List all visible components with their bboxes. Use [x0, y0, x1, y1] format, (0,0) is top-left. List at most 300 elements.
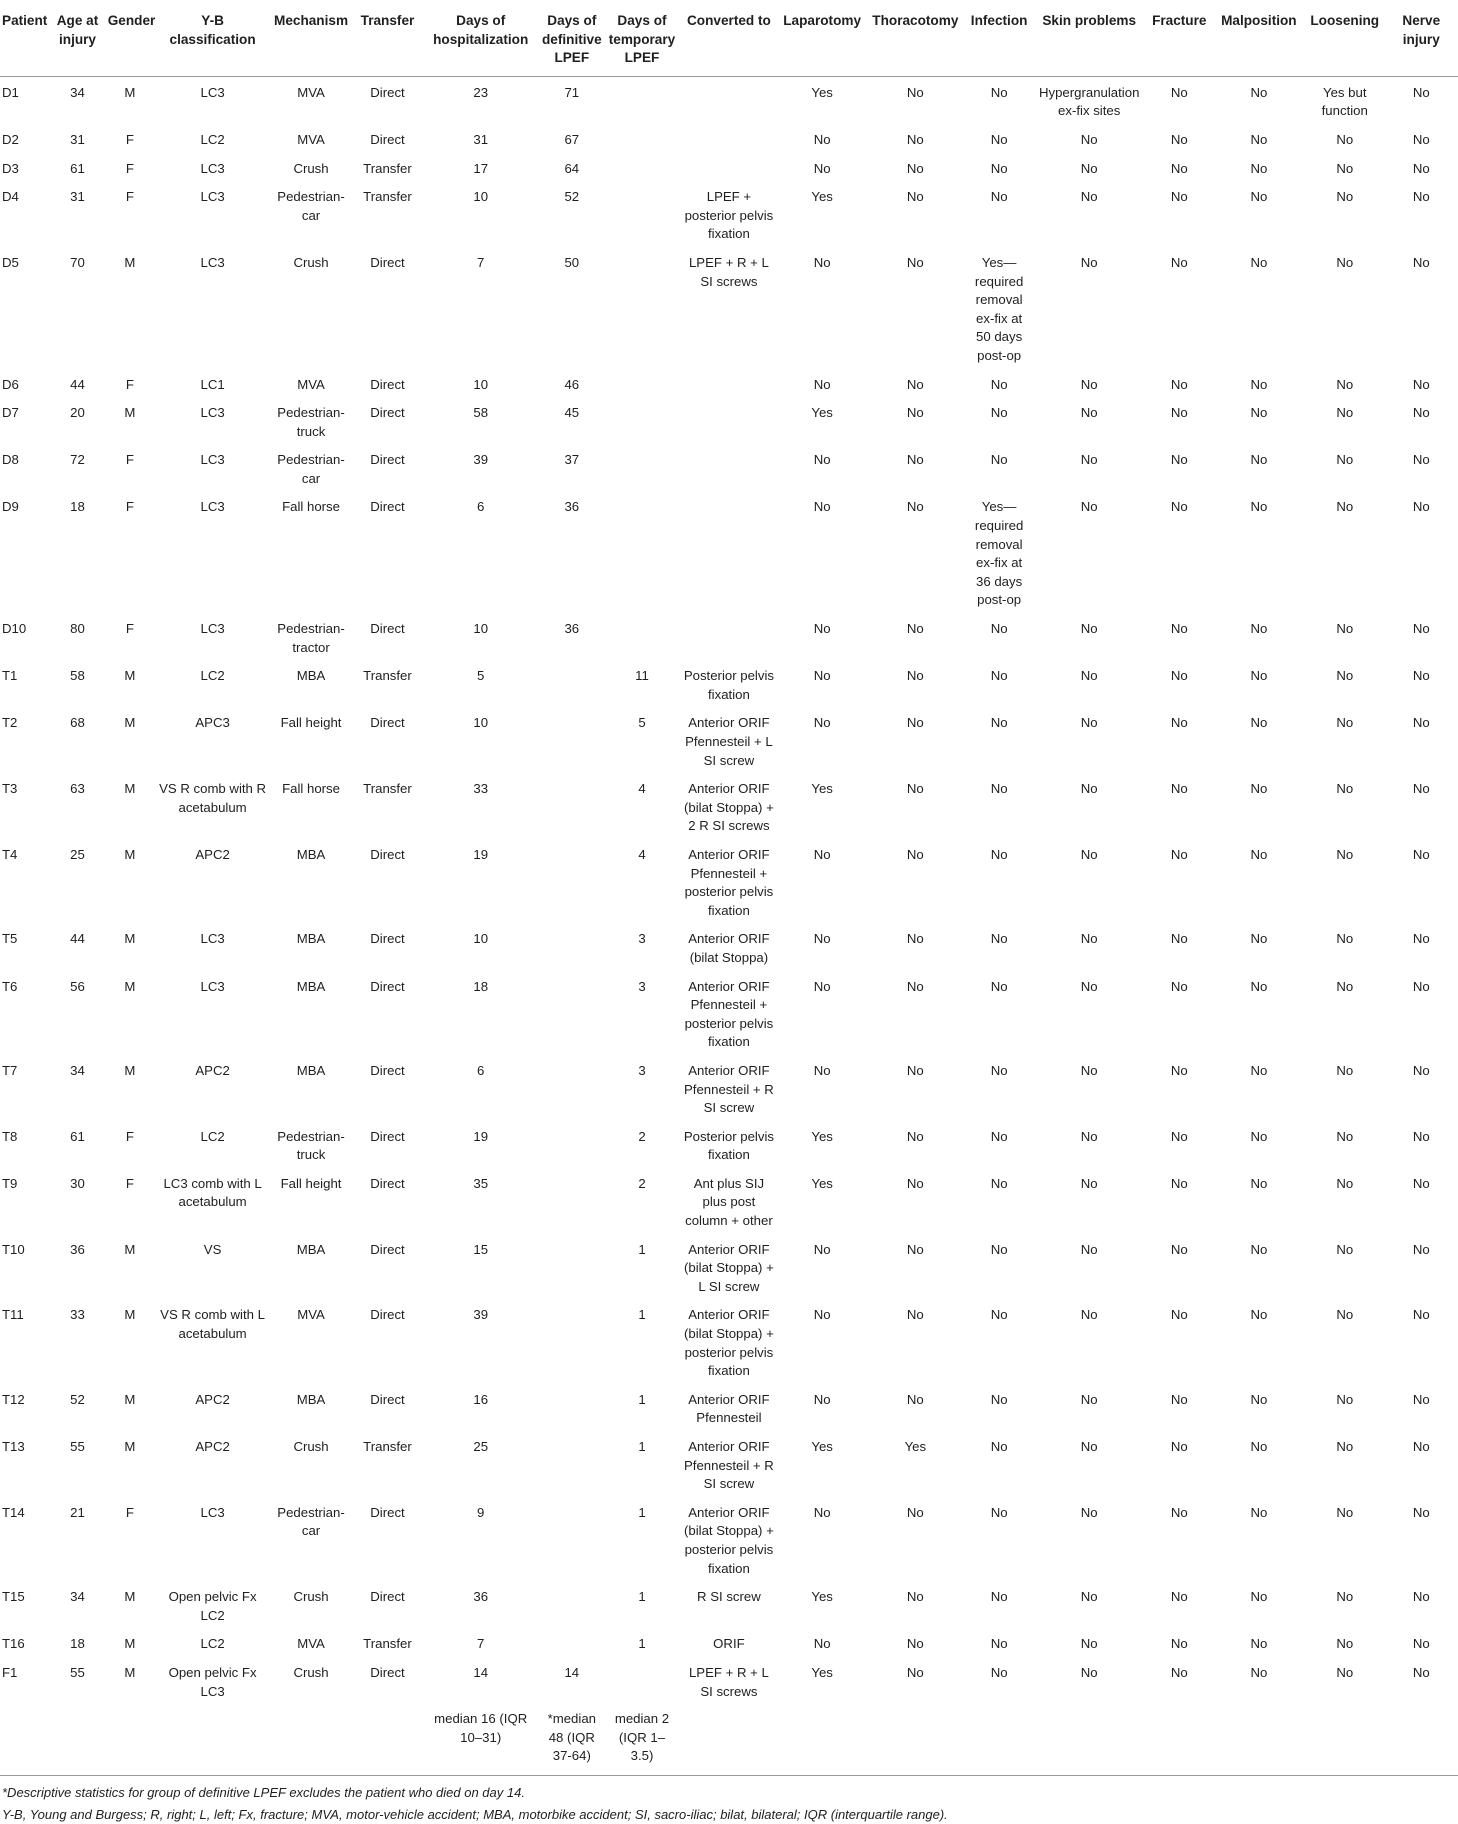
table-cell: No: [906, 781, 924, 797]
table-cell: No: [1080, 131, 1098, 147]
table-cell: M: [124, 1589, 136, 1605]
table-cell: No: [1170, 499, 1188, 515]
table-cell: No: [1336, 978, 1354, 994]
table-cell: No: [1250, 405, 1268, 421]
table-cell: 3: [638, 978, 646, 994]
table-cell: No: [906, 1391, 924, 1407]
table-cell: Anterior ORIF (bilat Stoppa): [688, 931, 770, 965]
table-cell: No: [906, 1128, 924, 1144]
table-cell: 61: [70, 160, 85, 176]
table-cell: No: [1336, 376, 1354, 392]
table-cell: No: [1080, 978, 1098, 994]
table-cell: No: [906, 846, 924, 862]
table-cell: F: [125, 189, 134, 205]
table-cell: [679, 493, 780, 615]
table-cell: No: [1170, 405, 1188, 421]
patient-id-cell: F1: [2, 1664, 18, 1680]
table-cell: MVA: [297, 376, 325, 392]
table-cell: No: [1170, 781, 1188, 797]
table-cell: No: [1170, 978, 1188, 994]
table-row: [0, 973, 1458, 1057]
table-cell: 52: [564, 189, 580, 205]
table-cell: 25: [70, 846, 85, 862]
table-cell: Anterior ORIF Pfennesteil + posterior pelvis fixation: [684, 978, 774, 1050]
table-cell: F: [125, 1175, 134, 1191]
table-bottom-rule: [0, 1775, 1458, 1776]
table-cell: No: [1412, 1062, 1430, 1078]
table-cell: No: [1336, 131, 1354, 147]
table-cell: 39: [473, 452, 489, 468]
table-cell: No: [1250, 131, 1268, 147]
table-cell: M: [124, 84, 136, 100]
table-cell: No: [1080, 452, 1098, 468]
patient-id-cell: D10: [2, 621, 27, 637]
table-cell: No: [1250, 499, 1268, 515]
patient-id-cell: T10: [2, 1241, 25, 1257]
table-cell: APC3: [195, 715, 230, 731]
table-cell: No: [1080, 405, 1098, 421]
summary-cell-empty: [779, 1706, 865, 1775]
table-cell: No: [990, 846, 1008, 862]
table-cell: No: [1250, 1175, 1268, 1191]
table-cell: LC3 comb with L acetabulum: [163, 1175, 262, 1210]
table-cell: No: [1336, 1391, 1354, 1407]
table-cell: 58: [70, 668, 85, 684]
summary-cell-empty: [865, 1706, 966, 1775]
table-cell: 58: [473, 405, 489, 421]
table-cell: Direct: [370, 715, 405, 731]
table-cell: No: [1412, 931, 1430, 947]
table-cell: No: [906, 131, 924, 147]
table-cell: No: [906, 621, 924, 637]
table-cell: LC3: [200, 621, 225, 637]
summary-row: [0, 1706, 1458, 1775]
table-cell: F: [125, 1504, 134, 1520]
table-row: [0, 1386, 1458, 1433]
table-cell: 6: [477, 1062, 485, 1078]
table-cell: No: [1170, 931, 1188, 947]
table-cell: No: [813, 931, 831, 947]
table-cell: No: [1250, 621, 1268, 637]
table-cell: Yes—required removal ex-fix at 50 days post-op: [974, 254, 1024, 363]
table-cell: No: [906, 1241, 924, 1257]
table-cell: No: [1080, 668, 1098, 684]
table-cell: No: [1336, 1439, 1354, 1454]
table-cell: 72: [70, 452, 85, 468]
table-cell: [679, 126, 780, 155]
table-cell: No: [1080, 931, 1098, 947]
table-cell: No: [1412, 1307, 1430, 1323]
table-cell: F: [125, 621, 134, 637]
table-cell: No: [1336, 781, 1354, 797]
table-cell: 7: [477, 254, 485, 270]
table-cell: M: [124, 1241, 136, 1257]
table-cell: No: [906, 1636, 924, 1652]
table-cell: No: [1412, 1128, 1430, 1144]
table-cell: 23: [473, 84, 489, 100]
table-cell: No: [813, 1504, 831, 1520]
table-row: [0, 775, 1458, 841]
table-cell: Anterior ORIF (bilat Stoppa) + 2 R SI screws: [684, 781, 774, 834]
table-row: [0, 841, 1458, 925]
table-cell: No: [1170, 452, 1188, 468]
table-cell: 1: [638, 1636, 646, 1652]
summary-cell-empty: [1305, 1706, 1385, 1775]
table-cell: No: [1250, 189, 1268, 205]
table-cell: 1: [638, 1391, 646, 1407]
table-cell: Crush: [293, 1664, 329, 1680]
table-cell: Direct: [370, 499, 405, 515]
table-cell: 33: [473, 781, 489, 797]
table-cell: Open pelvic Fx LC3: [168, 1664, 257, 1699]
table-cell: No: [906, 978, 924, 994]
table-cell: Pedestrian-car: [277, 1504, 345, 1539]
table-cell: No: [906, 499, 924, 515]
table-cell: 44: [70, 931, 85, 947]
table-cell: No: [1412, 405, 1430, 421]
table-cell: [538, 1170, 605, 1236]
column-header: Loosening: [1305, 2, 1385, 76]
table-cell: No: [1080, 1307, 1098, 1323]
table-cell: [538, 1123, 605, 1170]
table-cell: M: [124, 1664, 136, 1680]
table-cell: No: [1412, 1439, 1430, 1454]
table-cell: Open pelvic Fx LC2: [168, 1589, 257, 1623]
table-row: [0, 249, 1458, 371]
table-cell: No: [1336, 668, 1354, 684]
patient-id-cell: D3: [2, 160, 19, 176]
patient-id-cell: T14: [2, 1504, 25, 1520]
patient-id-cell: T6: [2, 978, 18, 994]
table-cell: No: [906, 668, 924, 684]
table-cell: LC3: [200, 254, 225, 270]
table-cell: No: [1336, 621, 1354, 637]
table-row: [0, 1123, 1458, 1170]
table-cell: [605, 615, 678, 662]
table-cell: Direct: [370, 405, 405, 421]
table-row: [0, 709, 1458, 775]
table-cell: Direct: [370, 376, 405, 392]
patient-id-cell: D8: [2, 452, 19, 468]
table-row: [0, 1236, 1458, 1302]
table-cell: No: [813, 621, 831, 637]
table-row: [0, 155, 1458, 184]
table-cell: MBA: [296, 846, 326, 862]
table-cell: No: [990, 452, 1008, 468]
table-cell: No: [906, 376, 924, 392]
table-cell: No: [813, 254, 831, 270]
table-cell: Direct: [370, 846, 405, 862]
table-cell: No: [1250, 668, 1268, 684]
table-cell: 19: [473, 846, 489, 862]
table-cell: LC2: [200, 1128, 225, 1144]
table-cell: 25: [473, 1439, 489, 1454]
table-cell: M: [124, 978, 136, 994]
table-row: [0, 615, 1458, 662]
table-cell: No: [906, 189, 924, 205]
table-cell: No: [990, 1391, 1008, 1407]
table-cell: No: [1336, 160, 1354, 176]
table-cell: 64: [564, 160, 580, 176]
table-cell: 1: [638, 1241, 646, 1257]
table-cell: No: [1170, 131, 1188, 147]
table-cell: No: [1336, 1504, 1354, 1520]
table-cell: [538, 1630, 605, 1659]
table-cell: M: [124, 781, 136, 797]
table-cell: Anterior ORIF Pfennesteil: [688, 1391, 770, 1426]
table-cell: 3: [638, 1062, 646, 1078]
table-cell: No: [1170, 846, 1188, 862]
table-cell: APC2: [195, 1062, 230, 1078]
table-cell: ORIF: [713, 1636, 745, 1652]
table-cell: Yes: [811, 1439, 833, 1454]
table-cell: No: [990, 1589, 1008, 1605]
table-cell: APC2: [195, 1391, 230, 1407]
patient-id-cell: T5: [2, 931, 18, 947]
table-cell: No: [1170, 376, 1188, 392]
table-row: [0, 1583, 1458, 1630]
table-cell: Yes: [904, 1439, 927, 1454]
table-cell: [605, 249, 678, 371]
table-cell: LC2: [200, 1636, 225, 1652]
table-cell: No: [1412, 1664, 1430, 1680]
table-cell: Yes: [811, 84, 833, 100]
table-cell: Crush: [293, 1439, 329, 1454]
table-cell: No: [990, 1636, 1008, 1652]
footnote-abbreviations: Y-B, Young and Burgess; R, right; L, left; Fx, fracture; MVA, motor-vehicle accident; MBA, motorbike accident; SI, sacro-iliac; bilat, bilateral; IQR (interquartile range).: [2, 1807, 948, 1822]
table-cell: [538, 1583, 605, 1630]
table-cell: No: [1250, 254, 1268, 270]
table-cell: No: [813, 1636, 831, 1652]
table-cell: Transfer: [363, 1636, 412, 1652]
table-cell: No: [990, 1241, 1008, 1257]
table-cell: APC2: [195, 1439, 230, 1454]
table-cell: [605, 183, 678, 249]
table-cell: Direct: [370, 1504, 405, 1520]
table-cell: No: [906, 405, 924, 421]
table-cell: No: [1336, 499, 1354, 515]
table-cell: Anterior ORIF (bilat Stoppa) + posterior pelvis fixation: [684, 1504, 774, 1576]
table-cell: No: [1412, 254, 1430, 270]
table-cell: No: [1336, 715, 1354, 731]
column-header: Thoracotomy: [865, 2, 966, 76]
table-cell: MBA: [296, 978, 326, 994]
table-cell: 5: [477, 668, 485, 684]
column-header: Days of definitive LPEF: [538, 2, 605, 76]
table-cell: No: [1250, 931, 1268, 947]
table-cell: No: [990, 1664, 1008, 1680]
table-cell: [538, 709, 605, 775]
table-cell: 4: [638, 781, 646, 797]
summary-cell-empty: [105, 1706, 155, 1775]
table-cell: Yes: [811, 1175, 833, 1191]
table-cell: No: [1336, 1636, 1354, 1652]
table-cell: M: [124, 1062, 136, 1078]
table-cell: No: [1250, 1307, 1268, 1323]
table-cell: 80: [70, 621, 85, 637]
table-cell: 39: [473, 1307, 489, 1323]
summary-cell-empty: [270, 1706, 352, 1775]
table-cell: No: [1170, 1504, 1188, 1520]
table-cell: [605, 1659, 678, 1706]
table-cell: No: [906, 1504, 924, 1520]
table-cell: Crush: [293, 1589, 329, 1605]
table-cell: Fall horse: [282, 499, 340, 515]
table-cell: No: [1250, 1241, 1268, 1257]
table-cell: Yes: [811, 1589, 833, 1605]
table-cell: No: [1412, 1175, 1430, 1191]
table-cell: LC1: [200, 376, 225, 392]
table-cell: Pedestrian-car: [277, 452, 345, 486]
table-cell: Transfer: [363, 781, 412, 797]
patient-id-cell: T15: [2, 1589, 25, 1605]
table-cell: 1: [638, 1439, 646, 1454]
table-cell: Crush: [293, 160, 329, 176]
table-cell: Yes but function: [1321, 84, 1368, 119]
table-cell: R SI screw: [697, 1589, 761, 1605]
table-cell: 61: [70, 1128, 85, 1144]
table-cell: No: [906, 160, 924, 176]
table-cell: No: [1412, 978, 1430, 994]
table-cell: LC3: [200, 452, 225, 468]
table-cell: No: [1412, 189, 1430, 205]
table-cell: [538, 662, 605, 709]
table-cell: No: [1336, 405, 1354, 421]
table-cell: Anterior ORIF Pfennesteil + L SI screw: [685, 715, 773, 768]
table-cell: No: [813, 1241, 831, 1257]
table-cell: No: [1250, 452, 1268, 468]
table-cell: No: [813, 1062, 831, 1078]
table-row: [0, 1630, 1458, 1659]
table-cell: No: [906, 1589, 924, 1605]
table-cell: No: [1250, 846, 1268, 862]
table-cell: Direct: [370, 1391, 405, 1407]
table-cell: F: [125, 1128, 134, 1144]
table-cell: M: [124, 1636, 136, 1652]
table-cell: No: [1170, 1307, 1188, 1323]
patient-id-cell: T9: [2, 1175, 18, 1191]
table-cell: No: [1170, 1439, 1188, 1454]
table-cell: F: [125, 499, 134, 515]
table-cell: 52: [70, 1391, 85, 1407]
table-cell: No: [1080, 1241, 1098, 1257]
patient-id-cell: D9: [2, 499, 19, 515]
patient-id-cell: D5: [2, 254, 19, 270]
table-cell: 18: [70, 1636, 85, 1652]
table-cell: LC3: [200, 160, 225, 176]
table-cell: 10: [473, 931, 489, 947]
table-cell: No: [1170, 1391, 1188, 1407]
table-cell: LPEF + R + L SI screws: [688, 1664, 769, 1699]
table-cell: No: [1336, 1175, 1354, 1191]
table-cell: [679, 615, 780, 662]
table-cell: No: [813, 131, 831, 147]
table-cell: Yes: [811, 781, 833, 797]
table-cell: No: [1080, 715, 1098, 731]
patient-id-cell: T8: [2, 1128, 18, 1144]
table-cell: F: [125, 376, 134, 392]
table-cell: No: [1080, 1175, 1098, 1191]
table-cell: No: [1080, 376, 1098, 392]
table-cell: Posterior pelvis fixation: [683, 1128, 774, 1163]
table-cell: M: [124, 1439, 136, 1454]
table-cell: [538, 1057, 605, 1123]
column-header: Mechanism: [270, 2, 352, 76]
table-row: [0, 662, 1458, 709]
table-cell: LC3: [200, 189, 225, 205]
table-cell: No: [1336, 1062, 1354, 1078]
table-cell: No: [906, 1175, 924, 1191]
table-cell: MBA: [296, 1062, 326, 1078]
table-cell: No: [813, 715, 831, 731]
table-cell: MBA: [296, 1241, 326, 1257]
table-cell: No: [990, 1504, 1008, 1520]
table-cell: 10: [473, 376, 489, 392]
table-cell: VS: [203, 1241, 222, 1257]
table-cell: 46: [564, 376, 580, 392]
table-cell: Pedestrian-truck: [277, 1128, 345, 1163]
table-cell: No: [1250, 1664, 1268, 1680]
table-cell: No: [1412, 668, 1430, 684]
table-cell: MVA: [297, 131, 325, 147]
table-cell: No: [990, 131, 1008, 147]
table-cell: No: [1412, 621, 1430, 637]
table-cell: No: [1250, 84, 1268, 100]
table-cell: [605, 126, 678, 155]
patient-id-cell: D1: [2, 84, 19, 100]
table-cell: 10: [473, 715, 489, 731]
table-cell: Transfer: [363, 668, 412, 684]
table-cell: Fall height: [280, 1175, 342, 1191]
summary-cell-empty: [50, 1706, 104, 1775]
table-cell: M: [124, 715, 136, 731]
table-cell: No: [1170, 1636, 1188, 1652]
patient-id-cell: T12: [2, 1391, 25, 1407]
table-cell: No: [1080, 160, 1098, 176]
summary-cell-empty: [1146, 1706, 1213, 1775]
table-cell: LC3: [200, 405, 225, 421]
table-cell: Fall height: [280, 715, 342, 731]
patient-id-cell: T7: [2, 1062, 18, 1078]
table-cell: No: [1080, 1589, 1098, 1605]
table-cell: No: [1080, 846, 1098, 862]
table-cell: [605, 76, 678, 126]
table-cell: M: [124, 405, 136, 421]
table-row: [0, 1170, 1458, 1236]
table-cell: No: [1336, 1307, 1354, 1323]
table-cell: No: [906, 254, 924, 270]
table-cell: 14: [473, 1664, 489, 1680]
column-header: Patient: [0, 2, 50, 76]
table-bottom-rule-row: [0, 1775, 1458, 1776]
table-cell: M: [124, 846, 136, 862]
table-cell: No: [1250, 781, 1268, 797]
table-cell: 55: [70, 1664, 85, 1680]
table-cell: Direct: [370, 1307, 405, 1323]
column-header: Infection: [966, 2, 1033, 76]
summary-cell-empty: [0, 1706, 50, 1775]
table-cell: F: [125, 160, 134, 176]
table-cell: MVA: [297, 84, 325, 100]
table-cell: No: [813, 668, 831, 684]
table-row: [0, 126, 1458, 155]
table-cell: No: [1412, 781, 1430, 797]
table-row: [0, 493, 1458, 615]
table-cell: LC3: [200, 499, 225, 515]
table-cell: [679, 371, 780, 400]
table-cell: [605, 493, 678, 615]
table-cell: 1: [638, 1307, 646, 1323]
